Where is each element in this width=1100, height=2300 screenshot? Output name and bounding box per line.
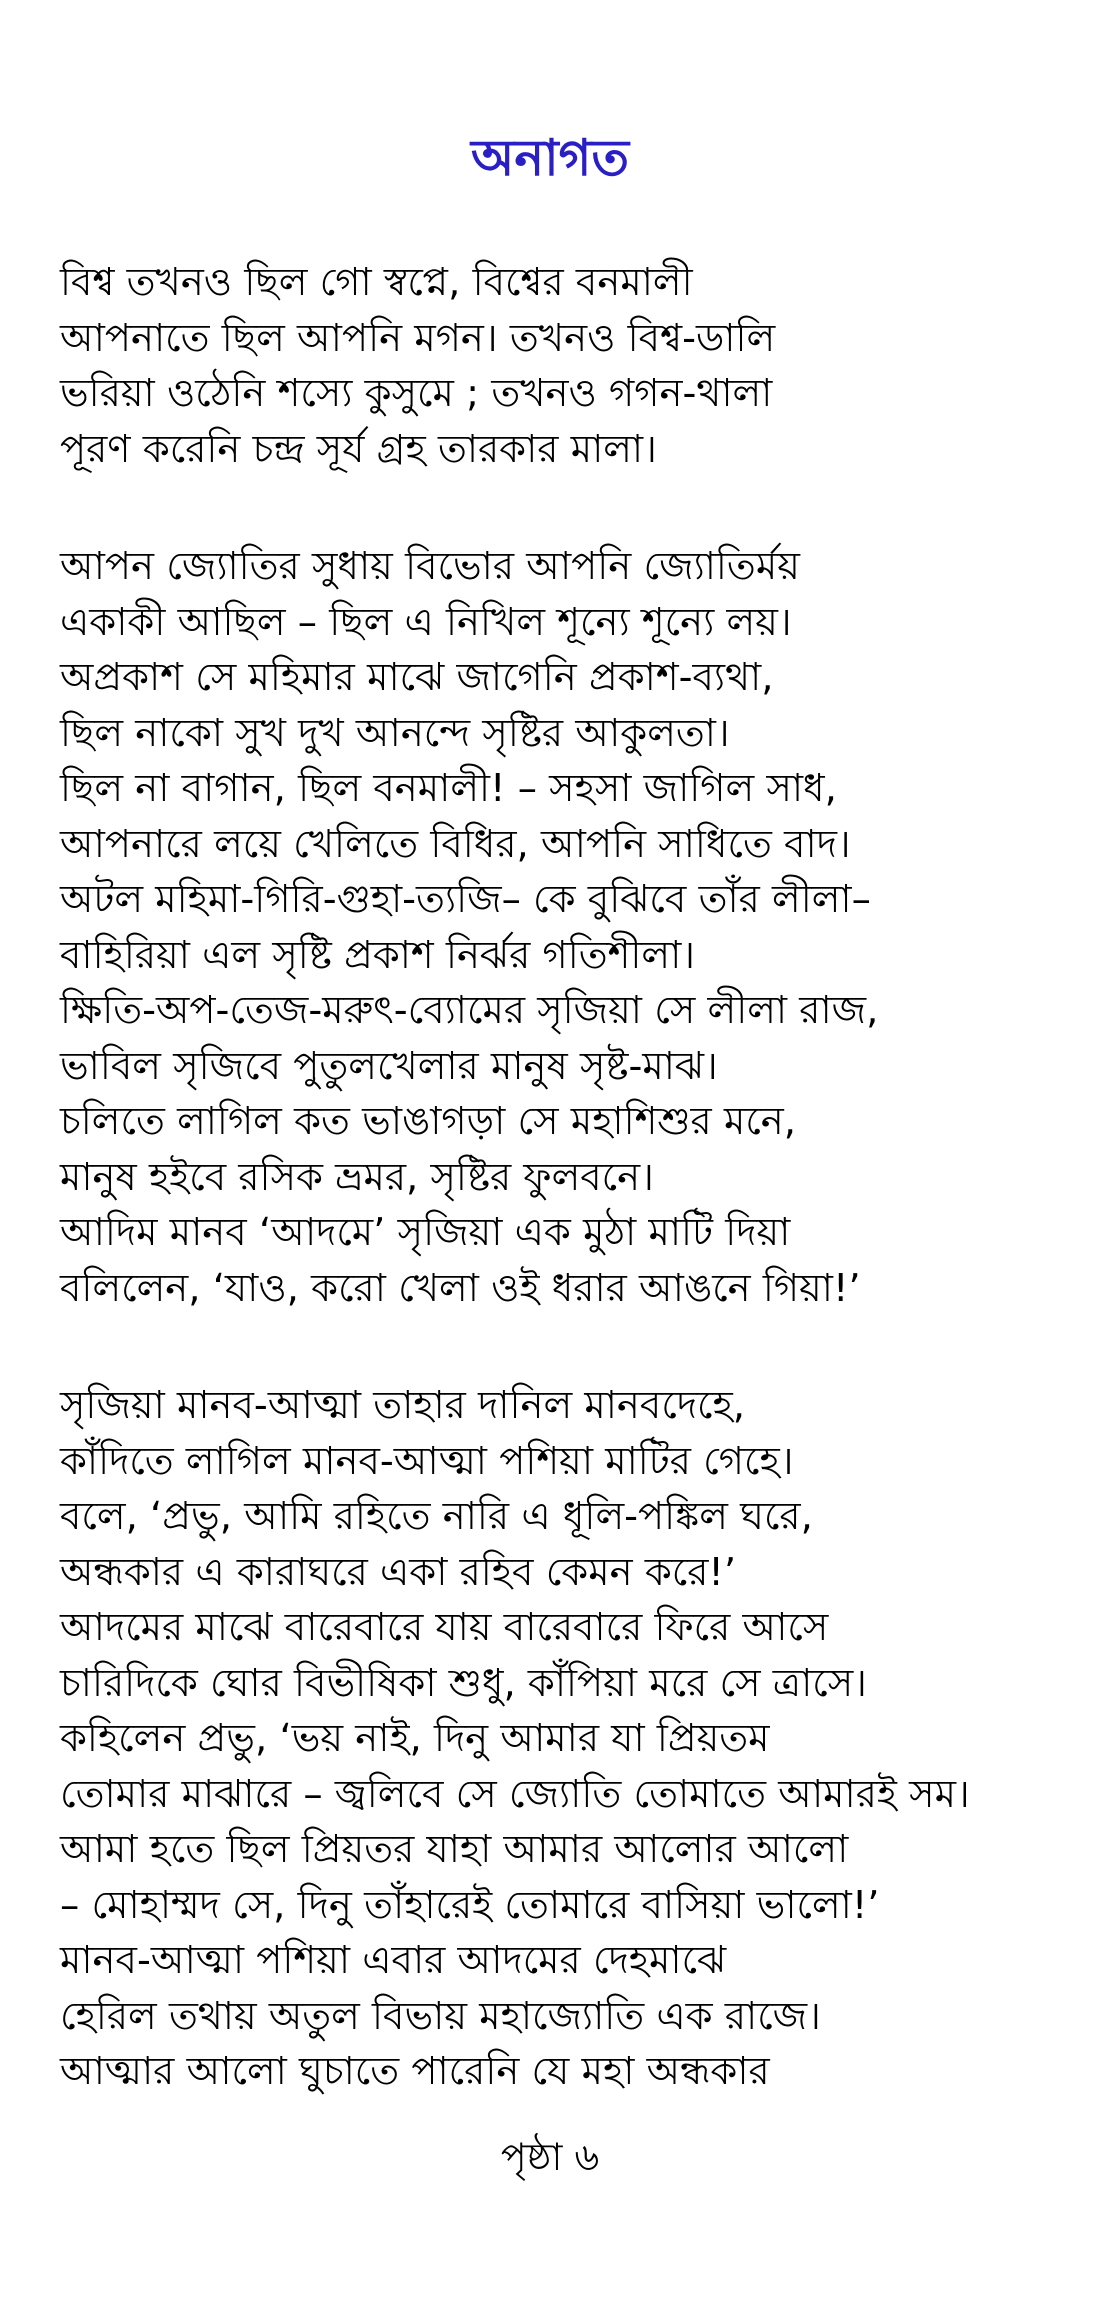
- poem-line: চলিতে লাগিল কত ভাঙাগড়া সে মহাশিশুর মনে,: [60, 1099, 797, 1144]
- poem-line: – মোহাম্মদ সে, দিনু তাঁহারেই তোমারে বাসিয়া ভালো!’: [60, 1882, 880, 1928]
- poem-line: ছিল না বাগান, ছিল বনমালী! – সহসা জাগিল সাধ,: [60, 766, 837, 811]
- poem-line: আমা হতে ছিল প্রিয়তর যাহা আমার আলোর আলো: [60, 1827, 849, 1872]
- poem-line: কহিলেন প্রভু, ‘ভয় নাই, দিনু আমার যা প্রিয়তম: [60, 1716, 770, 1761]
- poem-line: আদিম মানব ‘আদমে’ সৃজিয়া এক মুঠা মাটি দিয়া: [60, 1210, 791, 1255]
- poem-line: বিশ্ব তখনও ছিল গো স্বপ্নে, বিশ্বের বনমালী: [60, 260, 693, 305]
- poem-line: আত্মার আলো ঘুচাতে পারেনি যে মহা অন্ধকার: [60, 2049, 770, 2094]
- poem-line: ভরিয়া ওঠেনি শস্যে কুসুমে ; তখনও গগন-থালা: [60, 371, 773, 416]
- poem-line: সৃজিয়া মানব-আত্মা তাহার দানিল মানবদেহে,: [60, 1383, 745, 1428]
- poem-line: ভাবিল সৃজিবে পুতুলখেলার মানুষ সৃষ্ট-মাঝ।: [60, 1043, 718, 1089]
- poem-line: পূরণ করেনি চন্দ্র সূর্য গ্রহ তারকার মালা।: [60, 426, 657, 472]
- poem-line: আপনারে লয়ে খেলিতে বিধির, আপনি সাধিতে বাদ।: [60, 821, 851, 867]
- poem-line: বলে, ‘প্রভু, আমি রহিতে নারি এ ধূলি-পঙ্কিল ঘরে,: [60, 1494, 813, 1539]
- poem-line: অন্ধকার এ কারাঘরে একা রহিব কেমন করে!’: [60, 1549, 737, 1595]
- poem-line: কাঁদিতে লাগিল মানব-আত্মা পশিয়া মাটির গেহে।: [60, 1438, 794, 1484]
- stanza: [60, 539, 1070, 1316]
- poem-line: আপনাতে ছিল আপনি মগন। তখনও বিশ্ব-ডালি: [60, 315, 776, 361]
- stanza: [60, 255, 1070, 477]
- poem-line: বলিলেন, ‘যাও, করো খেলা ওই ধরার আঙনে গিয়া!’: [60, 1265, 861, 1311]
- poem-line: তোমার মাঝারে – জ্বলিবে সে জ্যোতি তোমাতে আমারই সম।: [60, 1771, 970, 1817]
- poem-line: আদমের মাঝে বারেবারে যায় বারেবারে ফিরে আসে: [60, 1605, 829, 1650]
- page-title: অনাগত: [471, 129, 629, 187]
- poem-line: অপ্রকাশ সে মহিমার মাঝে জাগেনি প্রকাশ-ব্যথা,: [60, 655, 774, 700]
- page-number: পৃষ্ঠা ৬: [500, 2135, 600, 2179]
- poem-line: একাকী আছিল – ছিল এ নিখিল শূন্যে শূন্যে লয়।: [60, 599, 792, 645]
- poem-line: মানব-আত্মা পশিয়া এবার আদমের দেহমাঝে: [60, 1938, 727, 1983]
- poem-line: মানুষ হইবে রসিক ভ্রমর, সৃষ্টির ফুলবনে।: [60, 1154, 654, 1200]
- poem-body: [60, 255, 1070, 2162]
- poem-line: চারিদিকে ঘোর বিভীষিকা শুধু, কাঁপিয়া মরে সে ত্রাসে।: [60, 1660, 867, 1706]
- poem-line: ছিল নাকো সুখ দুখ আনন্দে সৃষ্টির আকুলতা।: [60, 710, 730, 756]
- poem-line: অটল মহিমা-গিরি-গুহা-ত্যজি– কে বুঝিবে তাঁর লীলা–: [60, 877, 871, 922]
- poem-line: বাহিরিয়া এল সৃষ্টি প্রকাশ নির্ঝর গতিশীলা।: [60, 932, 696, 978]
- poem-line: ক্ষিতি-অপ-তেজ-মরুৎ-ব্যোমের সৃজিয়া সে লীলা রাজ,: [60, 988, 879, 1033]
- stanza: [60, 1378, 1070, 2100]
- poem-line: আপন জ্যোতির সুধায় বিভোর আপনি জ্যোতির্ময়: [60, 544, 800, 589]
- poem-line: হেরিল তথায় অতুল বিভায় মহাজ্যোতি এক রাজে।: [60, 1993, 821, 2039]
